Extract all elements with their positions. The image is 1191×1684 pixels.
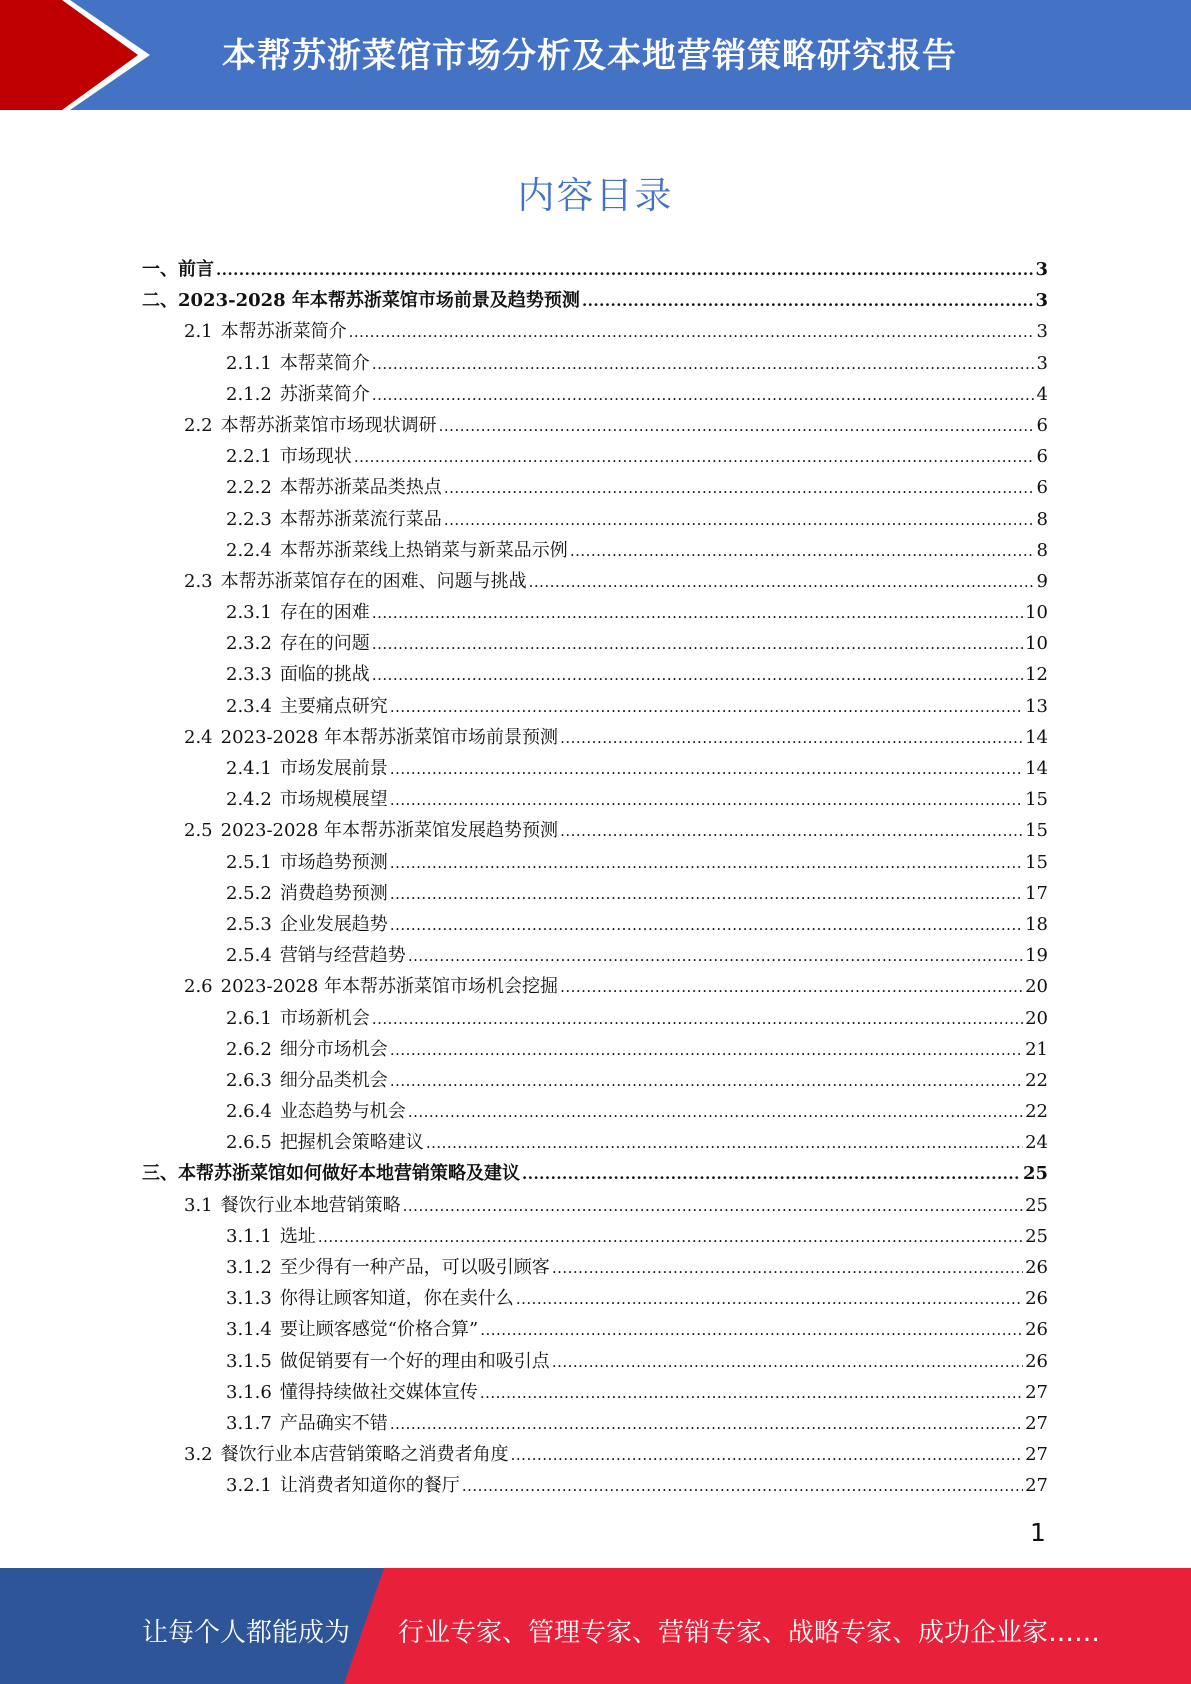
toc-dot-leader [390,910,1023,941]
toc-entry-number: 2.4 [184,726,213,748]
toc-entry-page: 10 [1025,602,1048,624]
toc-entry-page: 9 [1036,570,1048,592]
toc-entry[interactable] [142,1034,1048,1065]
toc-entry-page: 26 [1025,1288,1048,1310]
toc-entry[interactable] [142,1439,1048,1470]
toc-dot-leader [318,1222,1023,1253]
toc-entry[interactable] [142,878,1048,909]
toc-entry-page: 15 [1025,789,1048,811]
toc-dot-leader [372,1004,1023,1035]
toc-entry[interactable] [142,535,1048,566]
toc-dot-leader [408,1097,1023,1128]
toc-entry-title: 要让顾客感觉“价格合算” [279,1319,479,1341]
toc-entry-title: 本帮苏浙菜简介 [220,321,347,343]
toc-entry-page: 20 [1025,1007,1048,1029]
toc-entry[interactable] [142,1470,1048,1501]
toc-entry-title: 至少得有一种产品，可以吸引顾客 [279,1257,550,1278]
toc-entry-number: 3.1.6 [226,1381,272,1403]
toc-entry[interactable] [142,1252,1048,1283]
toc-dot-leader [390,848,1023,879]
toc-entry-title: 选址 [279,1225,316,1247]
toc-entry-title: 把握机会策略建议 [279,1132,424,1154]
toc-entry-page: 27 [1025,1475,1048,1497]
toc-entry-title: 市场发展前景 [279,758,388,779]
toc-entry[interactable] [142,1221,1048,1252]
toc-entry-title: 细分市场机会 [279,1038,388,1060]
toc-entry[interactable] [142,1283,1048,1314]
toc-entry-page: 14 [1025,758,1048,779]
toc-dot-leader [529,567,1035,598]
toc-entry-number: 二、 [142,290,178,312]
toc-entry[interactable] [142,722,1048,753]
toc-entry-title: 本帮苏浙菜线上热销菜与新菜品示例 [279,539,568,561]
toc-entry-page: 26 [1025,1319,1048,1341]
toc-dot-leader [444,473,1035,504]
report-title: 本帮苏浙菜馆市场分析及本地营销策略研究报告 [222,36,957,76]
toc-entry-number: 2.5.2 [226,882,272,904]
toc-entry[interactable] [142,753,1048,784]
toc-entry[interactable] [142,940,1048,971]
toc-entry-number: 2.1.1 [226,352,272,374]
toc-dot-leader [462,1471,1023,1502]
toc-dot-leader [552,1253,1023,1284]
toc-entry-title: 2023-2028 年本帮苏浙菜馆市场前景及趋势预测 [178,290,580,312]
toc-entry[interactable] [142,597,1048,628]
toc-entry[interactable] [142,1127,1048,1158]
toc-entry-title: 本帮苏浙菜馆市场现状调研 [220,414,437,436]
toc-entry-number: 2.6.2 [226,1038,272,1060]
toc-entry-number: 2.3 [184,570,213,592]
toc-entry[interactable] [142,1346,1048,1377]
toc-entry[interactable] [142,784,1048,815]
toc-dot-leader [403,1191,1023,1222]
toc-heading: 内容目录 [517,174,674,217]
toc-entry-page: 25 [1025,1194,1048,1216]
toc-entry[interactable] [142,410,1048,441]
toc-entry-page: 3 [1035,290,1048,312]
toc-entry-page: 3 [1035,259,1048,280]
toc-entry-title: 懂得持续做社交媒体宣传 [279,1381,478,1403]
toc-entry-page: 17 [1025,882,1048,904]
toc-entry[interactable] [142,847,1048,878]
toc-entry-number: 2.3.2 [226,633,272,655]
toc-entry-number: 2.2.4 [226,539,272,561]
toc-entry-title: 让消费者知道你的餐厅 [279,1475,460,1497]
toc-dot-leader [511,1440,1023,1471]
toc-entry-number: 2.2.2 [226,477,272,499]
toc-dot-leader [480,1378,1023,1409]
toc-entry-title: 业态趋势与机会 [279,1101,406,1123]
toc-entry[interactable] [142,691,1048,722]
toc-dot-leader [582,286,1034,317]
toc-entry-number: 3.2.1 [226,1475,272,1497]
toc-entry-number: 2.6.1 [226,1007,272,1029]
toc-entry-page: 6 [1036,446,1048,468]
toc-dot-leader [560,972,1023,1003]
toc-entry[interactable] [142,254,1048,285]
toc-entry-number: 2.6 [184,976,213,998]
toc-dot-leader [390,879,1023,910]
toc-entry-title: 你得让顾客知道，你在卖什么 [279,1288,514,1310]
toc-entry[interactable] [142,909,1048,940]
toc-dot-leader [372,349,1035,380]
toc-entry-title: 2023-2028 年本帮苏浙菜馆市场前景预测 [220,726,559,748]
toc-entry-title: 主要痛点研究 [279,695,388,717]
toc-entry-number: 3.1.3 [226,1288,272,1310]
footer-band [0,1568,1191,1684]
toc-entry-title: 本帮苏浙菜馆如何做好本地营销策略及建议 [178,1163,520,1185]
toc-entry-page: 14 [1025,726,1048,748]
toc-entry-page: 27 [1025,1444,1048,1466]
toc-entry-number: 2.3.4 [226,695,272,717]
toc-dot-leader [372,629,1023,660]
toc-entry[interactable] [142,1158,1048,1189]
toc-entry-title: 2023-2028 年本帮苏浙菜馆市场机会挖掘 [220,976,559,998]
toc-entry-number: 2.2.3 [226,508,272,530]
toc-entry-number: 3.1.1 [226,1225,272,1247]
toc-entry[interactable] [142,566,1048,597]
page-number: 1 [1030,1518,1046,1547]
toc-entry[interactable] [142,1065,1048,1096]
toc-dot-leader [560,723,1023,754]
toc-entry-page: 27 [1025,1412,1048,1434]
toc-entry-page: 10 [1025,633,1048,655]
toc-entry-number: 2.2 [184,414,213,436]
toc-entry-title: 营销与经营趋势 [279,945,406,967]
toc-entry-title: 本帮菜简介 [279,352,370,374]
toc-entry[interactable] [142,348,1048,379]
toc-dot-leader [560,816,1023,847]
toc-dot-leader [354,442,1035,473]
toc-dot-leader [516,1284,1023,1315]
toc-dot-leader [390,1066,1023,1097]
toc-entry[interactable] [142,1190,1048,1221]
toc-entry[interactable] [142,1003,1048,1034]
toc-dot-leader [372,598,1023,629]
toc-entry-page: 4 [1036,383,1048,405]
toc-entry-title: 消费趋势预测 [279,882,388,904]
toc-entry-number: 3.1.4 [226,1319,272,1341]
footer-slogan-right: 行业专家、管理专家、营销专家、战略专家、成功企业家…… [398,1618,1101,1648]
toc-entry[interactable] [142,316,1048,347]
toc-entry-number: 2.5.3 [226,913,272,935]
toc-entry-title: 2023-2028 年本帮苏浙菜馆发展趋势预测 [220,820,559,842]
toc-entry-title: 餐饮行业本地营销策略 [220,1194,401,1216]
toc-entry-page: 22 [1025,1101,1048,1123]
toc-dot-leader [372,660,1023,691]
toc-entry-title: 市场新机会 [279,1007,370,1029]
toc-dot-leader [426,1128,1023,1159]
footer-slogan-left: 让每个人都能成为 [142,1618,351,1648]
toc-entry[interactable] [142,1408,1048,1439]
toc-entry-title: 企业发展趋势 [279,913,388,935]
toc-entry-number: 2.5.1 [226,851,272,873]
toc-entry-number: 2.6.3 [226,1069,272,1091]
toc-entry-page: 3 [1036,352,1048,374]
table-of-contents [142,254,1048,1502]
toc-dot-leader [390,754,1023,785]
toc-dot-leader [522,1159,1021,1190]
toc-dot-leader [349,317,1035,348]
toc-entry-page: 20 [1025,976,1048,998]
toc-entry-page: 15 [1025,851,1048,873]
toc-entry-number: 2.3.3 [226,664,272,686]
toc-dot-leader [390,785,1023,816]
toc-entry-page: 27 [1025,1381,1048,1403]
toc-entry-title: 面临的挑战 [279,664,370,686]
toc-entry-number: 一、 [142,259,178,280]
header-chevron-graphic [0,0,160,110]
toc-entry-page: 3 [1036,321,1048,343]
toc-dot-leader [390,1035,1023,1066]
toc-entry[interactable] [142,1314,1048,1345]
toc-entry-title: 存在的困难 [279,602,370,624]
toc-entry[interactable] [142,504,1048,535]
toc-entry-number: 3.2 [184,1444,213,1466]
toc-entry-number: 3.1.5 [226,1350,272,1372]
toc-entry-page: 13 [1025,695,1048,717]
toc-dot-leader [570,536,1035,567]
toc-dot-leader [390,692,1023,723]
toc-entry-number: 3.1 [184,1194,213,1216]
toc-entry-page: 12 [1025,664,1048,686]
toc-entry-page: 6 [1036,414,1048,436]
toc-entry-title: 市场趋势预测 [279,851,388,873]
toc-entry-number: 2.5 [184,820,213,842]
toc-entry-page: 8 [1036,508,1048,530]
toc-entry[interactable] [142,1377,1048,1408]
toc-entry-page: 26 [1025,1350,1048,1372]
toc-entry-page: 26 [1025,1257,1048,1278]
toc-entry-title: 细分品类机会 [279,1069,388,1091]
toc-entry[interactable] [142,285,1048,316]
toc-dot-leader [480,1315,1023,1346]
toc-entry[interactable] [142,379,1048,410]
toc-entry-number: 2.1.2 [226,383,272,405]
toc-entry-page: 8 [1036,539,1048,561]
header-band [0,0,1191,110]
toc-entry-page: 15 [1025,820,1048,842]
toc-entry[interactable] [142,815,1048,846]
toc-entry-title: 市场现状 [279,446,352,468]
toc-entry-page: 24 [1025,1132,1048,1154]
toc-entry-page: 21 [1025,1038,1048,1060]
toc-dot-leader [552,1347,1023,1378]
toc-entry[interactable] [142,659,1048,690]
toc-entry-number: 3.1.7 [226,1412,272,1434]
toc-dot-leader [216,255,1033,286]
toc-entry-number: 2.1 [184,321,213,343]
toc-dot-leader [408,941,1023,972]
toc-dot-leader [444,505,1035,536]
toc-entry-title: 存在的问题 [279,633,370,655]
toc-entry[interactable] [142,441,1048,472]
toc-entry-title: 产品确实不错 [279,1412,388,1434]
toc-entry-title: 前言 [178,259,214,280]
toc-entry-page: 6 [1036,477,1048,499]
toc-entry-page: 25 [1022,1163,1048,1185]
toc-entry-number: 2.5.4 [226,945,272,967]
toc-entry-number: 2.6.5 [226,1132,272,1154]
toc-entry-number: 2.6.4 [226,1101,272,1123]
toc-dot-leader [439,411,1035,442]
toc-entry-page: 19 [1025,945,1048,967]
toc-entry-title: 市场规模展望 [279,789,388,811]
toc-entry-page: 22 [1025,1069,1048,1091]
toc-entry-page: 18 [1025,913,1048,935]
toc-entry-title: 本帮苏浙菜流行菜品 [279,508,442,530]
toc-entry[interactable] [142,1096,1048,1127]
toc-entry[interactable] [142,472,1048,503]
toc-entry-number: 2.4.1 [226,758,272,779]
toc-entry-title: 本帮苏浙菜品类热点 [279,477,442,499]
toc-dot-leader [372,380,1035,411]
toc-entry-title: 餐饮行业本店营销策略之消费者角度 [220,1444,509,1466]
toc-entry-number: 2.3.1 [226,602,272,624]
toc-entry-page: 25 [1025,1225,1048,1247]
toc-entry[interactable] [142,628,1048,659]
toc-entry-number: 三、 [142,1163,178,1185]
toc-entry-number: 2.2.1 [226,446,272,468]
toc-entry-title: 本帮苏浙菜馆存在的困难、问题与挑战 [220,570,527,592]
toc-entry-number: 3.1.2 [226,1257,272,1278]
toc-entry-title: 做促销要有一个好的理由和吸引点 [279,1350,550,1372]
toc-dot-leader [390,1409,1023,1440]
toc-entry-number: 2.4.2 [226,789,272,811]
toc-entry[interactable] [142,971,1048,1002]
toc-entry-title: 苏浙菜简介 [279,383,370,405]
